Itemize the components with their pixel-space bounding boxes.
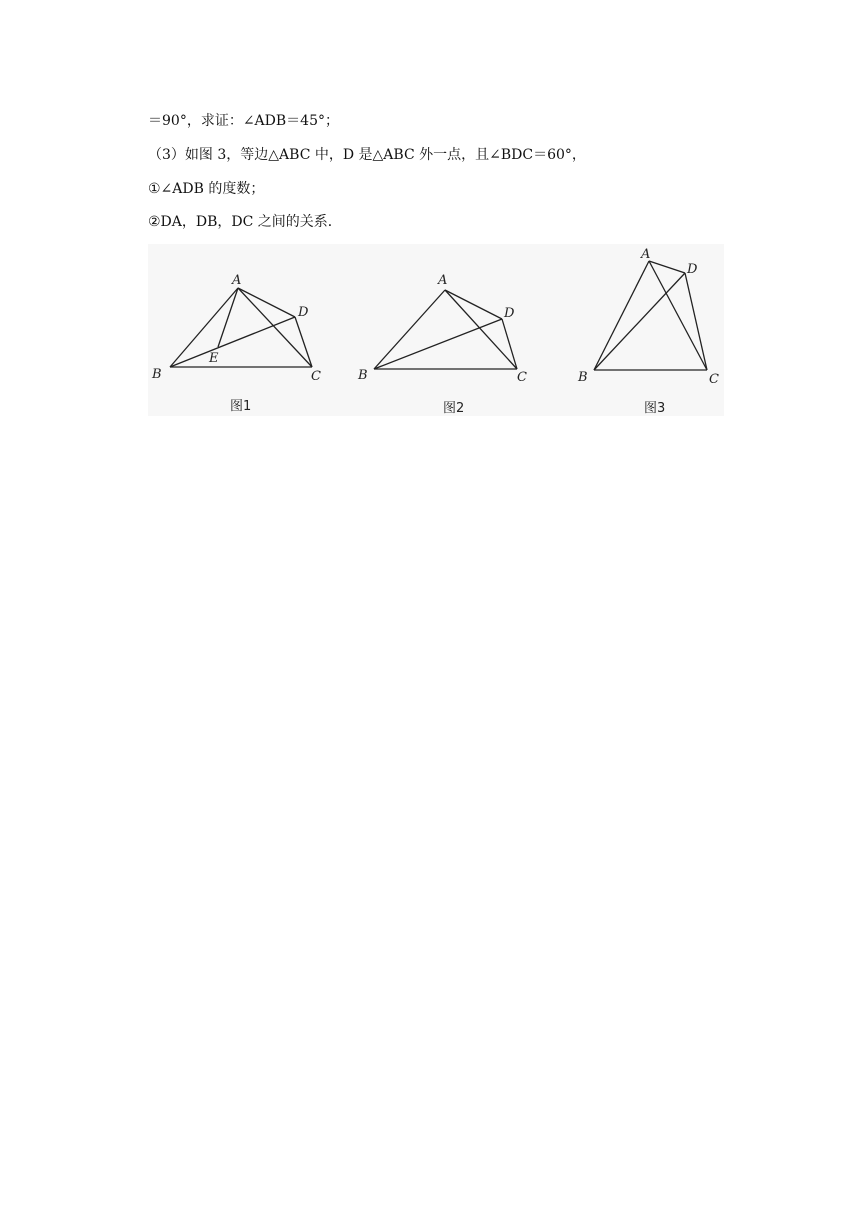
- text-line-4: ②DA，DB，DC 之间的关系．: [148, 214, 342, 230]
- fig1-segment-ac: [238, 288, 312, 367]
- figure-1: [151, 273, 321, 414]
- fig3-caption: 图3: [644, 401, 666, 416]
- fig1-segment-ae: [218, 288, 238, 347]
- fig3-label-a: A: [641, 247, 651, 262]
- text-line-2: （3）如图 3，等边△ABC 中，D 是△ABC 外一点，且∠BDC＝60°，: [148, 147, 586, 163]
- fig1-segment-bd: [170, 317, 295, 367]
- fig1-label-a: A: [232, 273, 242, 288]
- fig2-label-a: A: [438, 273, 448, 288]
- fig3-segment-dc: [685, 273, 707, 370]
- fig2-segment-ab: [374, 290, 445, 369]
- fig1-segment-dc: [295, 317, 312, 367]
- fig3-segment-ac: [649, 261, 707, 370]
- fig1-label-d: D: [298, 305, 309, 320]
- fig1-caption: 图1: [230, 399, 252, 414]
- fig2-label-b: B: [358, 368, 368, 383]
- figure-3: [577, 247, 719, 416]
- fig3-label-c: C: [709, 372, 719, 387]
- fig1-label-b: B: [152, 367, 162, 382]
- fig3-label-b: B: [578, 370, 588, 385]
- geometry-figures: [148, 244, 724, 416]
- fig1-label-c: C: [311, 369, 321, 384]
- fig2-label-c: C: [517, 370, 527, 385]
- figure-2: [357, 273, 527, 416]
- fig2-segment-bd: [374, 319, 502, 369]
- fig3-segment-ab: [594, 261, 649, 370]
- fig2-segment-ad: [445, 290, 502, 319]
- fig1-segment-ab: [170, 288, 238, 367]
- fig1-segment-ad: [238, 288, 295, 317]
- figures-panel: [148, 244, 724, 416]
- fig2-segment-ac: [445, 290, 517, 369]
- fig2-caption: 图2: [443, 401, 465, 416]
- fig1-label-e: E: [209, 351, 219, 366]
- text-line-1: ＝90°，求证：∠ADB＝45°；: [148, 113, 339, 129]
- fig3-segment-bd: [594, 273, 685, 370]
- text-line-3: ①∠ADB 的度数；: [148, 181, 265, 197]
- fig2-label-d: D: [504, 306, 515, 321]
- fig3-label-d: D: [687, 262, 698, 277]
